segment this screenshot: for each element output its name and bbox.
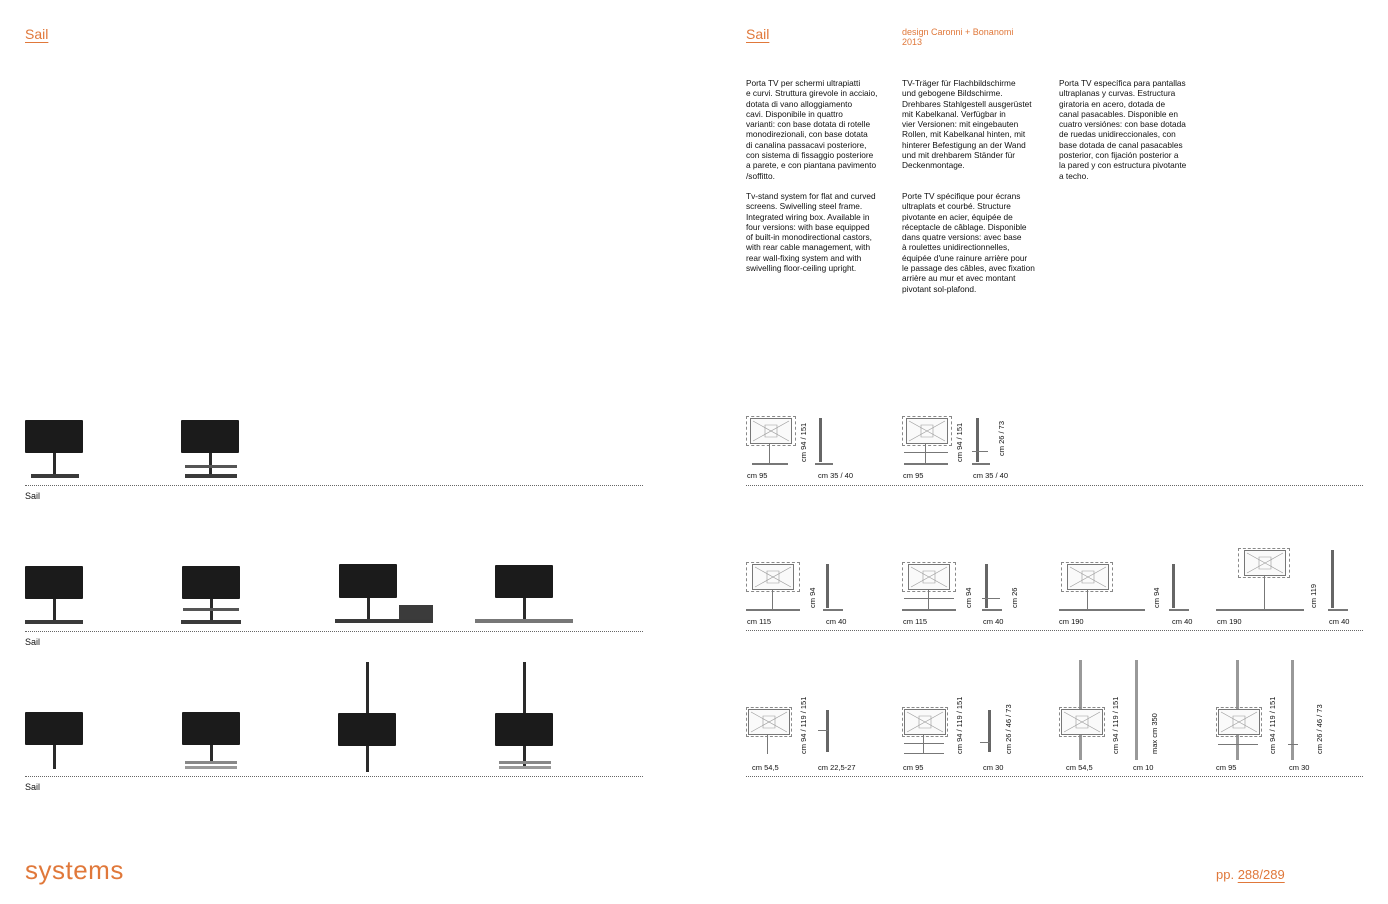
tech-drawing-front — [746, 414, 806, 468]
page-numbers — [1216, 867, 1285, 882]
row-divider-3 — [25, 776, 643, 777]
dim-depth: cm 40 — [1329, 617, 1350, 626]
product-image-sail-rear-cable-shelves — [181, 566, 243, 626]
tech-drawing-front — [1216, 546, 1306, 614]
dim-depth: cm 30 — [1289, 763, 1310, 772]
product-image-sail-floor-ceiling-shelf — [495, 662, 555, 774]
dim-depth: cm 40 — [983, 617, 1004, 626]
dim-width: cm 190 — [1059, 617, 1084, 626]
tech-drawing-side — [1169, 564, 1189, 614]
tech-drawing-front — [1216, 660, 1266, 760]
design-credit — [902, 27, 1013, 47]
dim-depth: cm 40 — [826, 617, 847, 626]
row-divider-right-3 — [746, 776, 1363, 777]
dim-shelf-height: cm 26 / 46 / 73 — [1315, 704, 1324, 754]
row-label-1: Sail — [25, 491, 41, 501]
designer-names: design Caronni + Bonanomi — [902, 27, 1014, 37]
description-english: Tv-stand system for flat and curved screens. Swivelling steel frame. Integrated wiring box. Available in four versions: with base equipped of built-in monodirectional castors, with rear cable management, with rear wall-fixing system and with swivelling floor-ceiling upright. — [746, 191, 876, 274]
dim-height: cm 94 / 119 / 151 — [1111, 696, 1120, 754]
dim-depth: cm 22,5-27 — [818, 763, 856, 772]
row-label-2: Sail — [25, 637, 41, 647]
tech-drawing-side — [1132, 660, 1144, 760]
row-divider-2 — [25, 631, 643, 632]
dim-height: cm 94 / 151 — [955, 422, 964, 462]
tech-drawing-side — [980, 710, 1002, 758]
dim-width: cm 95 — [747, 471, 768, 480]
dim-shelf-height: cm 26 / 73 — [997, 420, 1006, 456]
dim-depth: cm 30 — [983, 763, 1004, 772]
tech-drawing-side — [1328, 550, 1348, 614]
tech-drawing-side — [818, 710, 838, 758]
left-page-title: Sail — [25, 26, 49, 42]
dim-height: cm 94 — [1152, 587, 1161, 608]
tech-drawing-front — [1059, 560, 1149, 614]
dim-shelf-height: cm 26 / 46 / 73 — [1004, 704, 1013, 754]
dim-width: cm 190 — [1217, 617, 1242, 626]
dim-height: cm 94 — [964, 587, 973, 608]
tech-drawing-front — [1059, 660, 1109, 760]
product-image-sail-floor-ceiling — [338, 662, 398, 774]
dim-width: cm 95 — [1216, 763, 1237, 772]
tech-drawing-front — [902, 705, 952, 759]
description-german: TV-Träger für Flachbildschirme und gebogene Bildschirme. Drehbares Stahlgestell ausgerüstet mit Kabelkanal. Verfügbar in vier Versionen: mit eingebauten Rollen, mit Kabelkanal hinten, mit hinterer Befestigung an der Wand und mit drehbarem Ständer für Deckenmontage. — [902, 78, 1032, 171]
tech-drawing-side — [972, 418, 996, 468]
row-divider-1 — [25, 485, 643, 486]
product-image-sail-cabinet — [335, 564, 435, 626]
row-label-3: Sail — [25, 782, 41, 792]
dim-depth: cm 35 / 40 — [818, 471, 854, 480]
pages-prefix: pp. — [1216, 867, 1235, 882]
description-spanish: Porta TV específica para pantallas ultraplanas y curvas. Estructura giratoria en acero, dotada de canal pasacables. Disponible en cuatro versiónes: con base dotada de ruedas unidireccionales, con base dotada de canal pasacables posterior, con fijación posterior a la pared y con estructura pivotante a techo. — [1059, 78, 1187, 181]
dim-width: cm 95 — [903, 471, 924, 480]
tech-drawing-side — [823, 564, 843, 614]
dim-height: cm 94 / 119 / 151 — [955, 696, 964, 754]
right-page-title: Sail — [746, 26, 770, 42]
dim-height: cm 119 — [1309, 583, 1318, 608]
tech-drawing-front — [902, 414, 962, 468]
tech-drawing-side — [1288, 660, 1308, 760]
row-divider-right-2 — [746, 630, 1363, 631]
tech-drawing-side — [982, 564, 1006, 614]
dim-depth: cm 35 / 40 — [973, 471, 1009, 480]
dim-depth: cm 40 — [1172, 617, 1193, 626]
dim-width: cm 54,5 — [1066, 763, 1093, 772]
product-image-sail-wall — [25, 712, 85, 772]
dim-width: cm 54,5 — [752, 763, 779, 772]
dim-height: cm 94 — [808, 587, 817, 608]
pages-value: 288/289 — [1237, 867, 1285, 882]
dim-shelf-height: cm 26 — [1010, 587, 1019, 608]
product-image-sail-rear-cable — [25, 566, 85, 626]
dim-height: cm 94 / 119 / 151 — [799, 696, 808, 754]
description-french: Porte TV spécifique pour écrans ultraplats et courbé. Structure pivotante en acier, équipée de réceptacle de câblage. Disponible dans quatre versions: avec base à roulettes unidirectionnelles, équipée d'une rainure arrière pour le passage des câbles, avec fixation arrière au mur et avec montant pivotant sol-plafond. — [902, 191, 1035, 294]
tech-drawing-front — [746, 705, 796, 759]
product-image-sail-shelves — [181, 420, 241, 480]
dim-width: cm 115 — [903, 617, 928, 626]
dim-depth: cm 10 — [1133, 763, 1154, 772]
design-year: 2013 — [902, 37, 923, 47]
tech-drawing-front — [746, 560, 806, 614]
product-image-sail-long-base — [475, 565, 575, 627]
dim-height: cm 94 / 151 — [799, 422, 808, 462]
dim-width: cm 95 — [903, 763, 924, 772]
tech-drawing-front — [902, 560, 962, 614]
product-image-sail-castors — [25, 420, 85, 480]
dim-max-height: max cm 350 — [1150, 713, 1159, 754]
description-italian: Porta TV per schermi ultrapiatti e curvi. Struttura girevole in acciaio, dotata di vano alloggiamento cavi. Disponibile in quattro varianti: con base dotata di rotelle monodirezionali, con base dotata di canalina passacavi posteriore, con sistema di fissaggio posteriore a parete, e con piantana pavimento /soffitto. — [746, 78, 878, 181]
product-image-sail-wall-shelf — [181, 712, 241, 772]
section-title: systems — [25, 855, 124, 885]
row-divider-right-1 — [746, 485, 1363, 486]
tech-drawing-side — [815, 418, 835, 468]
dim-height: cm 94 / 119 / 151 — [1268, 696, 1277, 754]
dim-width: cm 115 — [747, 617, 772, 626]
